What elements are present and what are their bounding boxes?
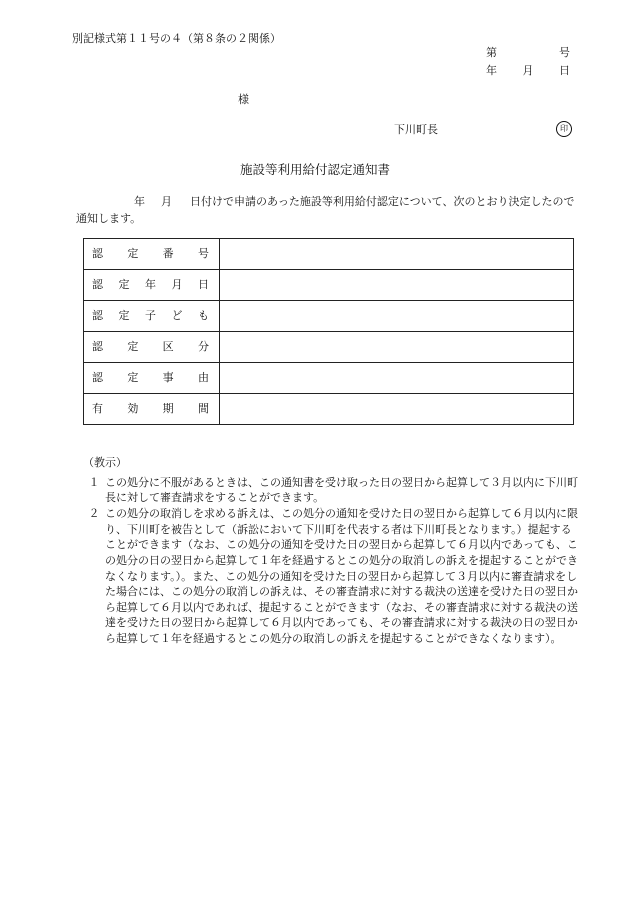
row-value-field[interactable]: [220, 239, 574, 270]
intro-paragraph: [76, 193, 584, 227]
row-label-text: [92, 247, 209, 262]
label-char: 定: [127, 246, 139, 260]
label-char: 認: [92, 339, 103, 353]
label-char: 認: [92, 246, 103, 260]
issue-date-row: [486, 64, 570, 79]
row-value-field[interactable]: [220, 301, 574, 332]
instruction-notes: [83, 456, 581, 647]
label-char: 分: [197, 339, 209, 353]
label-char: 有: [92, 401, 103, 415]
row-label: [84, 270, 220, 301]
label-char: ど: [171, 308, 183, 322]
table-row: [84, 301, 574, 332]
row-value-field[interactable]: [220, 332, 574, 363]
issue-date-day: 日: [559, 63, 570, 77]
table-row: [84, 332, 574, 363]
label-char: 認: [92, 308, 103, 322]
document-number-row: [486, 46, 570, 61]
intro-year: 年: [134, 195, 145, 208]
table-row: [84, 363, 574, 394]
document-title: 施設等利用給付認定通知書: [239, 162, 390, 177]
label-char: 号: [197, 246, 209, 260]
note-number: ２: [88, 507, 100, 521]
note-item: [83, 475, 581, 506]
row-label: [84, 301, 220, 332]
label-char: 間: [197, 401, 209, 415]
label-char: 番: [162, 246, 174, 260]
seal-mark: 印: [556, 121, 572, 137]
row-label-text: [92, 371, 209, 386]
row-label-text: [92, 278, 209, 293]
row-label: [84, 239, 220, 270]
intro-text: 日付けで申請のあった施設等利用給付認定について、次のとおり決定したので通知します。: [76, 195, 575, 226]
document-number-date-block: [486, 46, 570, 82]
label-char: 認: [92, 277, 103, 291]
document-number-prefix: 第: [486, 46, 497, 59]
label-char: 定: [127, 339, 139, 353]
table-row: [84, 239, 574, 270]
table-row: [84, 270, 574, 301]
intro-month: 月: [161, 195, 172, 208]
row-value-field[interactable]: [220, 363, 574, 394]
row-label-text: [92, 309, 209, 324]
row-value-field[interactable]: [220, 270, 574, 301]
issuer-name: 下川町長: [394, 123, 438, 136]
issue-date-year: 年: [486, 63, 497, 77]
note-text: この処分に不服があるときは、この通知書を受け取った日の翌日から起算して３月以内に下川町長に対して審査請求をすることができます。: [105, 475, 578, 505]
issue-date-month: 月: [522, 63, 534, 77]
label-char: 子: [145, 308, 156, 322]
label-char: 定: [118, 277, 130, 291]
label-char: 期: [162, 401, 174, 415]
row-label-text: [92, 402, 209, 417]
label-char: 効: [127, 401, 139, 415]
row-label: [84, 363, 220, 394]
row-label: [84, 394, 220, 425]
note-number: １: [88, 475, 100, 489]
row-label-text: [92, 340, 209, 355]
certification-table: [83, 238, 574, 425]
label-char: 月: [171, 277, 183, 291]
row-value-field[interactable]: [220, 394, 574, 425]
label-char: 事: [162, 370, 174, 384]
row-label: [84, 332, 220, 363]
label-char: 年: [145, 277, 156, 291]
label-char: も: [198, 308, 209, 322]
form-identifier: 別記様式第１１号の４（第８条の２関係）: [72, 32, 281, 45]
label-char: 由: [197, 370, 209, 384]
note-text: この処分の取消しを求める訴えは、この処分の通知を受けた日の翌日から起算して６月以内に限り、下川町を被告として（訴訟において下川町を代表する者は下川町長となります。）提起することができます（なお、この処分の通知を受けた日の翌日から起算して６月以内であっても、この処分の日の翌日から起算して１年を経過するとこの処分の取消しの訴えを提起することができなくなります。）。また、この処分の通知を受けた日の翌日から起算して３月以内に審査請求をした場合には、この処分の取消しの訴えは、その審査請求に対する裁決の送達を受けた日の翌日から起算して６月以内であれば、提起することができます（なお、その審査請求に対する裁決の送達を受けた日の翌日から起算して６月以内であっても、その審査請求に対する裁決の日の翌日から起算して１年を経過するとこの処分の取消しの訴えを提起することができなくなります）。: [105, 507, 578, 645]
label-char: 認: [92, 370, 103, 384]
label-char: 定: [118, 308, 130, 322]
addressee-honorific: 様: [238, 93, 249, 106]
document-number-suffix: 号: [559, 46, 570, 59]
notes-heading: （教示）: [83, 456, 127, 469]
label-char: 区: [162, 339, 174, 353]
table-row: [84, 394, 574, 425]
label-char: 日: [198, 277, 209, 291]
label-char: 定: [127, 370, 139, 384]
note-item: [83, 506, 581, 646]
